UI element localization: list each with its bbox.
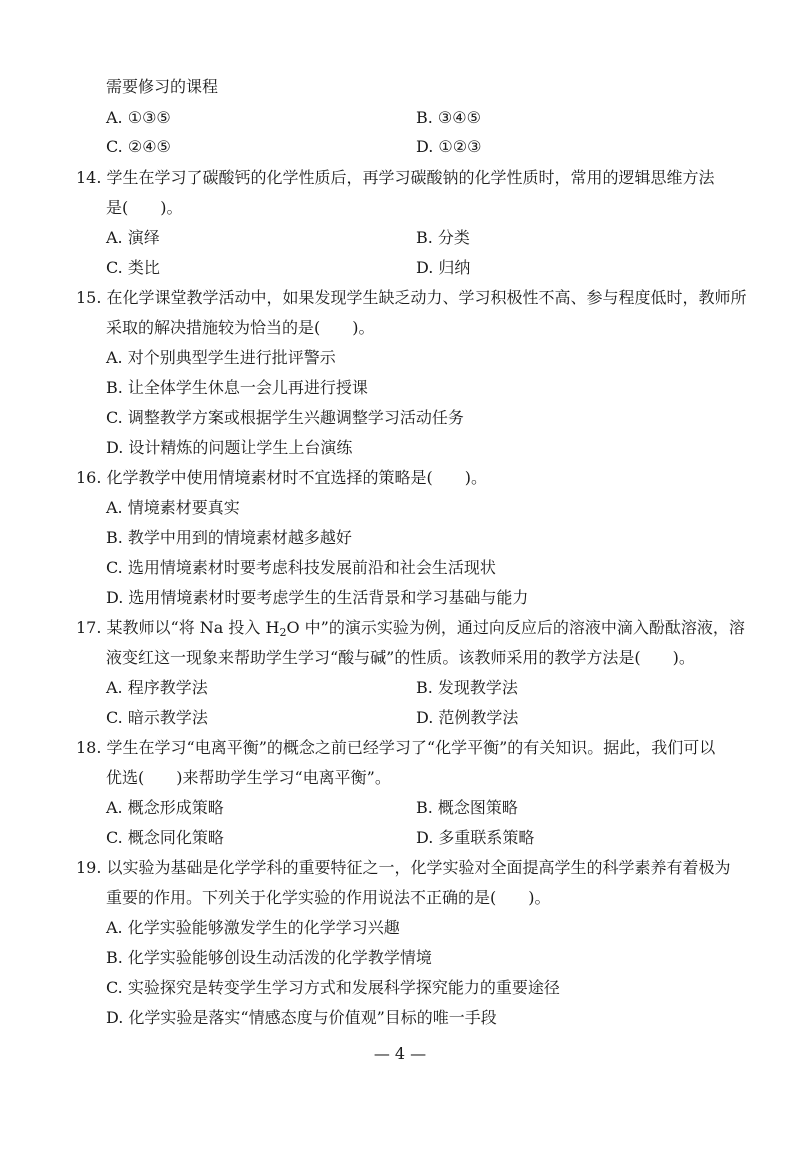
q17-subscript: 2 bbox=[279, 626, 287, 639]
q15-stem-line2: 采取的解决措施较为恰当的是( )。 bbox=[106, 318, 375, 337]
q17-option-c: C. 暗示教学法 bbox=[106, 708, 208, 727]
q15-option-d: D. 设计精炼的问题让学生上台演练 bbox=[106, 438, 353, 457]
q18-stem-line1: 18. 学生在学习“电离平衡”的概念之前已经学习了“化学平衡”的有关知识。据此，我们可以 bbox=[76, 738, 716, 757]
q19-stem-line1: 19. 以实验为基础是化学学科的重要特征之一，化学实验对全面提高学生的科学素养有着极为 bbox=[76, 858, 731, 877]
q14-option-d: D. 归纳 bbox=[416, 258, 471, 277]
q17-stem-line2: 液变红这一现象来帮助学生学习“酸与碱”的性质。该教师采用的教学方法是( )。 bbox=[106, 648, 695, 667]
q15-option-c: C. 调整教学方案或根据学生兴趣调整学习活动任务 bbox=[106, 408, 464, 427]
lead-line: 需要修习的课程 bbox=[106, 77, 219, 96]
q15-option-a: A. 对个别典型学生进行批评警示 bbox=[106, 348, 336, 367]
q18-option-a: A. 概念形成策略 bbox=[106, 798, 224, 817]
q19-option-c: C. 实验探究是转变学生学习方式和发展科学探究能力的重要途径 bbox=[106, 978, 560, 997]
q15-option-b: B. 让全体学生休息一会儿再进行授课 bbox=[106, 378, 368, 397]
q17-option-a: A. 程序教学法 bbox=[106, 678, 208, 697]
q13-option-d: D. ①②③ bbox=[416, 137, 482, 156]
q17-stem-line1-pre: 17. 某教师以“将 Na 投入 H bbox=[76, 618, 280, 637]
q16-option-c: C. 选用情境素材时要考虑科技发展前沿和社会生活现状 bbox=[106, 558, 496, 577]
q17-stem-line1-post: O 中”的演示实验为例，通过向反应后的溶液中滴入酚酞溶液，溶 bbox=[286, 618, 745, 637]
q17-option-d: D. 范例教学法 bbox=[416, 708, 519, 727]
q19-option-d: D. 化学实验是落实“情感态度与价值观”目标的唯一手段 bbox=[106, 1008, 497, 1027]
q18-stem-line2: 优选( )来帮助学生学习“电离平衡”。 bbox=[106, 768, 391, 787]
q14-option-a: A. 演绎 bbox=[106, 228, 160, 247]
q16-stem-line1: 16. 化学教学中使用情境素材时不宜选择的策略是( )。 bbox=[76, 468, 488, 487]
page-number: — 4 — bbox=[373, 1044, 427, 1063]
q13-option-c: C. ②④⑤ bbox=[106, 137, 171, 156]
q14-stem-line2: 是( )。 bbox=[106, 198, 183, 217]
q14-option-c: C. 类比 bbox=[106, 258, 160, 277]
q13-option-a: A. ①③⑤ bbox=[106, 108, 171, 127]
q17-option-b: B. 发现教学法 bbox=[416, 678, 518, 697]
q18-option-b: B. 概念图策略 bbox=[416, 798, 518, 817]
q19-stem-line2: 重要的作用。下列关于化学实验的作用说法不正确的是( )。 bbox=[106, 888, 551, 907]
q17-stem-line1 bbox=[76, 617, 745, 639]
q16-option-b: B. 教学中用到的情境素材越多越好 bbox=[106, 528, 352, 547]
q14-option-b: B. 分类 bbox=[416, 228, 470, 247]
q16-option-a: A. 情境素材要真实 bbox=[106, 498, 240, 517]
q18-option-d: D. 多重联系策略 bbox=[416, 828, 535, 847]
q19-option-b: B. 化学实验能够创设生动活泼的化学教学情境 bbox=[106, 948, 432, 967]
q16-option-d: D. 选用情境素材时要考虑学生的生活背景和学习基础与能力 bbox=[106, 588, 529, 607]
q19-option-a: A. 化学实验能够激发学生的化学学习兴趣 bbox=[106, 918, 400, 937]
q15-stem-line1: 15. 在化学课堂教学活动中，如果发现学生缺乏动力、学习积极性不高、参与程度低时，教师所 bbox=[76, 288, 747, 307]
q18-option-c: C. 概念同化策略 bbox=[106, 828, 224, 847]
q14-stem-line1: 14. 学生在学习了碳酸钙的化学性质后，再学习碳酸钠的化学性质时，常用的逻辑思维方法 bbox=[76, 168, 715, 187]
q13-option-b: B. ③④⑤ bbox=[416, 108, 481, 127]
